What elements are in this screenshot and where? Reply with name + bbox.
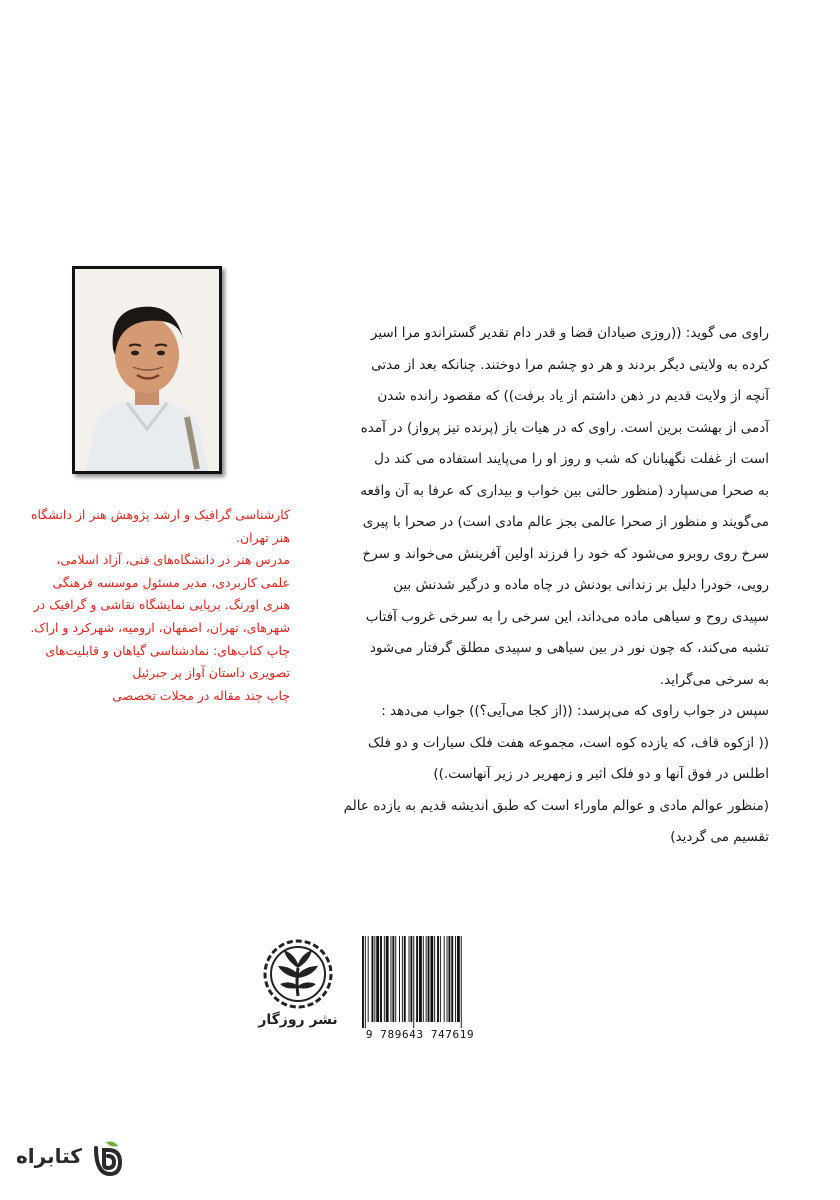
synopsis-line: راوی می گوید: ((روزی صیادان قضا و قدر دام تقدیر گستراندو مرا اسیر	[370, 325, 769, 341]
barcode-bar	[374, 936, 375, 1022]
publisher-flower-logo-icon	[262, 938, 334, 1010]
synopsis-line: کرده به ولایتی دیگر بردند و هر دو چشم مرا دوختند. چنانکه بعد از مدتی	[371, 356, 769, 373]
barcode-bar	[391, 936, 392, 1022]
synopsis-line: تقسیم می گردید)	[670, 829, 769, 845]
bio-line: تصویری داستان آواز پر جبرئیل	[132, 665, 290, 681]
barcode-bar	[448, 936, 450, 1022]
barcode-bar	[426, 936, 427, 1022]
barcode-bar	[437, 936, 439, 1022]
synopsis-line: به صحرا می‌سپارد (منظور حالتی بین خواب و بیداری که عرفا به آن واقعه	[360, 482, 769, 499]
barcode-bar	[376, 936, 379, 1022]
synopsis-line: اطلس در فوق آنها و دو فلک اثیر و زمهریر در زیر آنهاست.))	[433, 766, 769, 782]
bio-line: هنری اورنگ. برپایی نمایشگاه نقاشی و گرافیک در	[33, 597, 290, 613]
barcode-bar	[455, 936, 456, 1022]
barcode-bars	[352, 934, 488, 1028]
isbn-barcode	[352, 934, 488, 1048]
barcode-bar	[416, 936, 418, 1022]
barcode-bar	[402, 936, 403, 1022]
synopsis-line: آدمی از بهشت برین است. راوی که در هیات باز (پرنده تیز پرواز) در آمده	[360, 419, 769, 436]
ketabrah-watermark	[6, 1136, 126, 1180]
publisher-block	[250, 938, 346, 1028]
barcode-bar	[461, 936, 462, 1028]
publisher-name: نشر روزگار	[258, 1012, 338, 1028]
barcode-bar	[451, 936, 453, 1022]
barcode-bar	[434, 936, 435, 1022]
author-portrait-image	[75, 269, 219, 471]
barcode-bar	[447, 936, 448, 1022]
barcode-bar	[395, 936, 396, 1022]
barcode-bar	[457, 936, 460, 1022]
synopsis-line: است از غفلت نگهبانان که شب و روز او را می‌پایند استفاده می کند دل	[374, 451, 769, 467]
barcode-bar	[409, 936, 410, 1022]
barcode-bar	[404, 936, 406, 1022]
bio-line: شهرهای، تهران، اصفهان، ارومیه، شهرکرد و اراک.	[30, 619, 290, 635]
synopsis-line: (منظور عوالم مادی و عوالم ماوراء است که طبق اندیشه قدیم به یازده عالم	[343, 797, 769, 814]
bio-line: مدرس هنر در دانشگاه‌های فنی، آزاد اسلامی،	[56, 552, 290, 568]
barcode-bar	[384, 936, 385, 1022]
barcode-bar	[386, 936, 389, 1022]
barcode-bar	[399, 936, 400, 1022]
barcode-bar	[444, 936, 445, 1022]
barcode-bar	[372, 936, 374, 1022]
barcode-bar	[410, 936, 412, 1022]
synopsis-line: سپیدی روح و سیاهی ماده می‌داند، این سرخی را به سرخی غروب آفتاب	[365, 608, 769, 625]
barcode-bar	[430, 936, 433, 1022]
bio-line: کارشناسی گرافیک و ارشد پژوهش هنر از دانشگاه	[30, 507, 290, 522]
barcode-bar	[362, 936, 364, 1028]
bio-line: هنر تهران.	[236, 529, 290, 545]
barcode-bar	[380, 936, 382, 1022]
barcode-bar	[423, 936, 424, 1022]
synopsis-line: آنچه از ولایت قدیم در ذهن داشتم از یاد برفت)) که مقصود رانده شدن	[377, 388, 769, 404]
synopsis-line: رویی، خودرا دلیل بر زندانی بودنش در چاه ماده و درگیر شدنش بین	[393, 577, 769, 593]
barcode-bar	[428, 936, 430, 1022]
barcode-bar	[392, 936, 394, 1022]
synopsis-line: سپس در جواب راوی که می‌پرسد: ((از کجا می‌آیی؟)) جواب می‌دهد :	[381, 703, 769, 719]
author-photo	[72, 266, 222, 474]
bio-line: علمی کاربردی، مدیر مسئول موسسه فرهنگی	[52, 574, 290, 590]
barcode-bar	[365, 936, 366, 1028]
ketabrah-leaf-icon	[90, 1140, 124, 1176]
synopsis-text	[345, 318, 769, 854]
synopsis-line: به سرخی می‌گراید.	[659, 671, 769, 688]
bio-line: چاپ چند مقاله در مجلات تخصصی	[112, 687, 290, 703]
bio-line: چاپ کتاب‌های: نمادشناسی گیاهان و قابلیت‌های	[45, 642, 290, 658]
watermark-text: کتابراه	[16, 1144, 82, 1168]
synopsis-line: سرخ روی روبرو می‌شود که خود را فرزند اولین آفرینش می‌خواند و سرخ	[362, 545, 769, 562]
synopsis-line: تشبه می‌کند، که چون نور در بین سیاهی و سپیدی مطلق گرفتار می‌شود	[369, 640, 769, 656]
barcode-bar	[413, 936, 414, 1028]
author-bio	[30, 504, 290, 707]
barcode-bar	[419, 936, 422, 1022]
barcode-bar	[368, 936, 369, 1022]
synopsis-line: (( ازکوه قاف، که یازده کوه است، مجموعه هفت فلک سیارات و دو فلک	[367, 734, 769, 751]
synopsis-line: می‌گویند و منظور از صحرا عالمی بجز عالم مادی است) در صحرا با پیری	[362, 514, 769, 530]
barcode-bar	[440, 936, 441, 1022]
isbn-number: 9 789643 747619	[365, 1028, 475, 1041]
